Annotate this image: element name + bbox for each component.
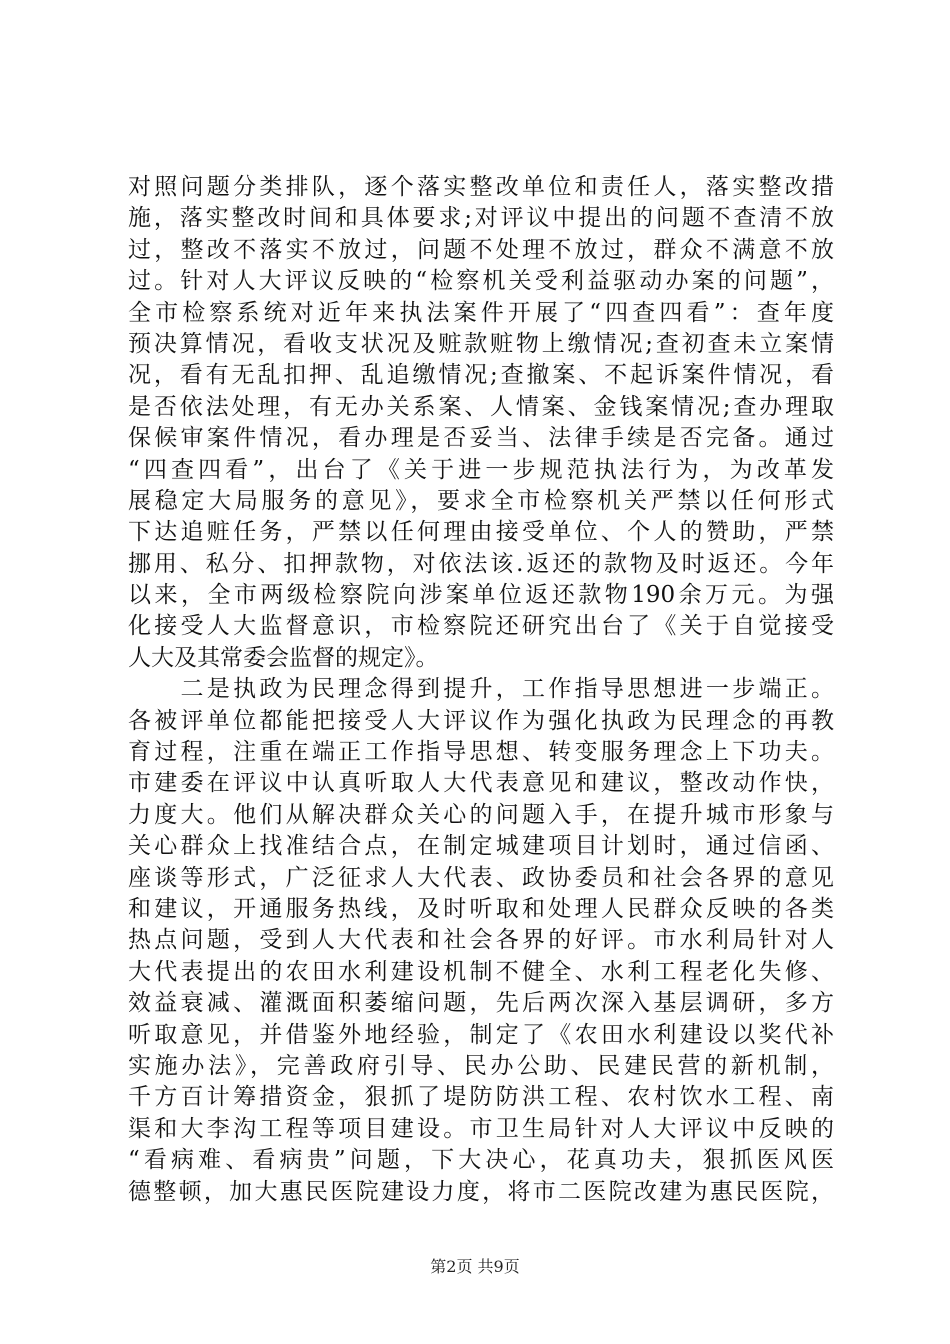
- text-line: 下达追赃任务，严禁以任何理由接受单位、个人的赞助，严禁: [128, 519, 834, 546]
- text-line: “四查四看”，出台了《关于进一步规范执法行为，为改革发: [128, 456, 834, 483]
- text-line: 保候审案件情况，看办理是否妥当、法律手续是否完备。通过: [128, 425, 834, 452]
- text-line: 过。针对人大评议反映的“检察机关受利益驱动办案的问题”，: [128, 268, 834, 295]
- text-line: 是否依法处理，有无办关系案、人情案、金钱案情况;查办理取: [128, 393, 834, 420]
- text-line: 二是执政为民理念得到提升，工作指导思想进一步端正。: [128, 676, 834, 703]
- text-line: 关心群众上找准结合点，在制定城建项目计划时，通过信函、: [128, 833, 834, 860]
- text-line: 大代表提出的农田水利建设机制不健全、水利工程老化失修、: [128, 958, 834, 985]
- text-line: 化接受人大监督意识，市检察院还研究出台了《关于自觉接受: [128, 613, 834, 640]
- text-line: 育过程，注重在端正工作指导思想、转变服务理念上下功夫。: [128, 739, 834, 766]
- text-line: 渠和大李沟工程等项目建设。市卫生局针对人大评议中反映的: [128, 1115, 834, 1142]
- text-line: 挪用、私分、扣押款物，对依法该.返还的款物及时返还。今年: [128, 550, 834, 577]
- text-line: 市建委在评议中认真听取人大代表意见和建议，整改动作快，: [128, 770, 834, 797]
- text-line: 全市检察系统对近年来执法案件开展了“四查四看”：查年度: [128, 299, 834, 326]
- text-line: 和建议，开通服务热线，及时听取和处理人民群众反映的各类: [128, 895, 834, 922]
- text-line: 对照问题分类排队，逐个落实整改单位和责任人，落实整改措: [128, 174, 834, 200]
- body-text: [128, 172, 834, 1208]
- text-line: 德整顿，加大惠民医院建设力度，将市二医院改建为惠民医院，: [128, 1178, 834, 1205]
- text-line: 况，看有无乱扣押、乱追缴情况;查撤案、不起诉案件情况，看: [128, 362, 834, 389]
- text-line: 展稳定大局服务的意见》，要求全市检察机关严禁以任何形式: [128, 487, 834, 514]
- text-line: 效益衰减、灌溉面积萎缩问题，先后两次深入基层调研，多方: [128, 990, 834, 1017]
- page-footer: 第2页 共9页: [430, 1257, 520, 1276]
- text-line: 热点问题，受到人大代表和社会各界的好评。市水利局针对人: [128, 927, 834, 954]
- text-line: 预决算情况，看收支状况及赃款赃物上缴情况;查初查未立案情: [128, 330, 834, 357]
- text-line: “看病难、看病贵”问题，下大决心，花真功夫，狠抓医风医: [128, 1147, 834, 1174]
- text-line: 听取意见，并借鉴外地经验，制定了《农田水利建设以奖代补: [128, 1021, 834, 1048]
- text-line: 千方百计筹措资金，狠抓了堤防防洪工程、农村饮水工程、南: [128, 1084, 834, 1111]
- text-line: 过，整改不落实不放过，问题不处理不放过，群众不满意不放: [128, 236, 834, 263]
- text-line: 力度大。他们从解决群众关心的问题入手，在提升城市形象与: [128, 801, 834, 828]
- text-line: 实施办法》，完善政府引导、民办公助、民建民营的新机制，: [128, 1052, 834, 1079]
- text-line: 座谈等形式，广泛征求人大代表、政协委员和社会各界的意见: [128, 864, 834, 891]
- text-line: 以来，全市两级检察院向涉案单位返还款物190余万元。为强: [128, 582, 834, 609]
- text-line: 各被评单位都能把接受人大评议作为强化执政为民理念的再教: [128, 707, 834, 734]
- text-line: 施，落实整改时间和具体要求;对评议中提出的问题不查清不放: [128, 205, 834, 232]
- text-line: 人大及其常委会监督的规定》。: [128, 644, 439, 671]
